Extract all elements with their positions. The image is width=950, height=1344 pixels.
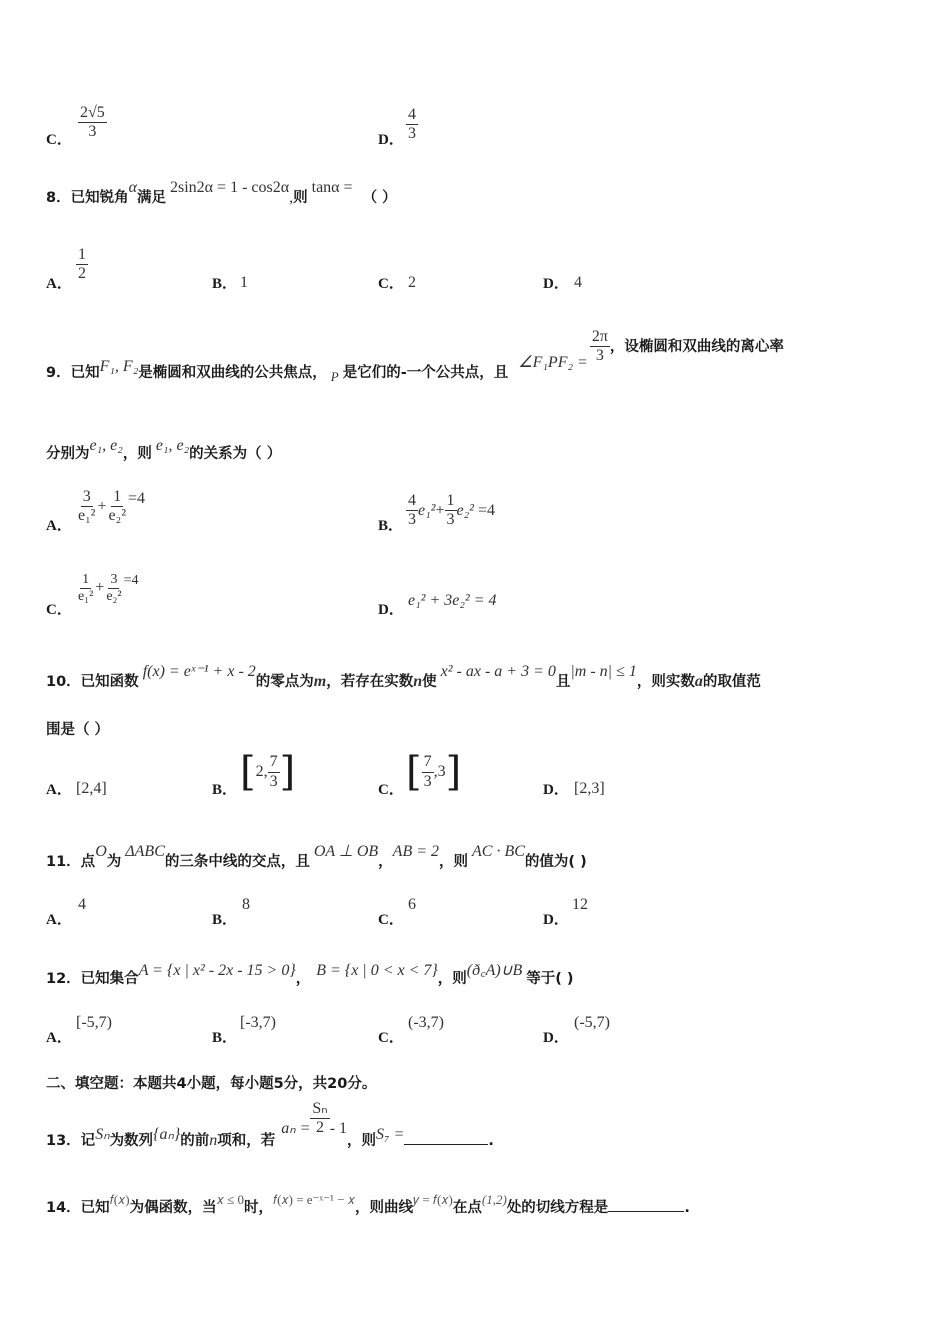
q8-target: tanα = <box>311 179 353 196</box>
q8-then: 则 <box>293 190 308 206</box>
q12-prefix: 12．已知集合 <box>46 971 139 987</box>
q10-option-d-label: D． <box>543 782 569 798</box>
q8-stem <box>46 179 397 207</box>
q8-alpha: α <box>128 179 137 196</box>
q9-b-plus: + <box>435 501 445 519</box>
q9-a-n2: 1 <box>111 488 123 507</box>
q14-def: 𝑓(𝑥) = e⁻ˣ⁻¹ − 𝑥 <box>273 1192 356 1207</box>
q7-option-c-value <box>78 104 107 142</box>
q9-option-a-value <box>76 488 145 526</box>
q10-text4: ，则实数 <box>636 674 695 690</box>
q9-c-d1: e₁² <box>78 589 94 605</box>
q11-o: O <box>95 843 107 860</box>
q14-point: (1,2) <box>481 1192 507 1207</box>
q9-prefix: 9．已知 <box>46 364 100 381</box>
q9-c-n1: 1 <box>80 572 91 589</box>
q10-and: 且 <box>555 674 571 690</box>
q11-ab: AB = 2 <box>392 843 440 860</box>
q14-answer-blank[interactable] <box>608 1197 684 1212</box>
q10-option-b-label: B． <box>212 782 238 798</box>
q13-answer-blank[interactable] <box>404 1130 488 1145</box>
q9-c-rhs: =4 <box>123 573 139 589</box>
q13-minus: - 1 <box>329 1119 348 1137</box>
q9-p: P <box>330 368 339 384</box>
q12-text2: 等于( ) <box>526 971 574 987</box>
q8-option-d-label: D． <box>543 276 569 292</box>
q8-a-denominator: 2 <box>78 265 86 283</box>
q9-text1: 是椭圆和双曲线的公共焦点， <box>138 364 327 381</box>
q8-condition: 2sin2α = 1 - cos2α <box>170 179 290 196</box>
q10-c-den: 3 <box>423 772 432 790</box>
q14-prefix: 14．已知 <box>46 1200 110 1216</box>
q12-set-b: B = {x | 0 < x < 7} <box>316 962 438 979</box>
q13-text4: ，则 <box>347 1132 377 1149</box>
q9-option-b-label: B． <box>378 518 404 534</box>
q13-end: . <box>488 1132 494 1149</box>
q9-option-c-value <box>76 572 139 605</box>
q12-expr: (ð꜀A)∪B <box>466 962 523 979</box>
q8-option-a-value <box>76 246 88 284</box>
q14-text3: ，则曲线 <box>355 1200 414 1216</box>
q9-option-d-label: D． <box>378 602 404 618</box>
q10-c-right: ,3 <box>433 763 446 780</box>
q10-stem-line2: 围是（ ） <box>46 722 110 738</box>
q11-option-b-value: 8 <box>242 896 250 913</box>
q10-text3: 使 <box>422 674 437 690</box>
q10-stem-line1 <box>46 660 761 690</box>
q9-text3: ，设椭圆和双曲线的离心率 <box>609 338 784 355</box>
q14-stem <box>46 1188 690 1216</box>
q10-text5: 的取值范 <box>702 674 761 690</box>
q10-eq: x² - ax - a + 3 = 0 <box>440 663 556 680</box>
q10-b-num: 7 <box>268 753 280 772</box>
q12-option-a-label: A． <box>46 1030 72 1046</box>
q10-a: a <box>694 673 703 690</box>
q9-c-plus: + <box>95 579 105 597</box>
q10-option-c-label: C． <box>378 782 404 798</box>
q11-text3: ，则 <box>439 854 469 870</box>
q8-tail: （ ） <box>362 190 397 206</box>
q8-mid: 满足 <box>137 190 166 206</box>
q9-b-n2: 1 <box>445 492 457 511</box>
q9-option-a-label: A． <box>46 518 72 534</box>
q9-b-rhs: =4 <box>477 501 495 519</box>
q10-option-d-value: [2,3] <box>574 780 605 797</box>
q7-option-d-value <box>406 106 418 144</box>
q13-an: aₙ = <box>281 1119 311 1137</box>
q11-perp: OA ⊥ OB <box>313 843 379 860</box>
q10-text1: 的零点为 <box>255 674 314 690</box>
q13-frac-num: Sₙ <box>310 1100 329 1119</box>
q10-b-den: 3 <box>269 772 278 790</box>
q11-dot: AC · BC <box>472 843 525 860</box>
q9-line2-mid: ，则 <box>122 446 152 462</box>
q9-angle-den: 3 <box>595 347 604 365</box>
q10-b-left: 2, <box>255 763 268 780</box>
q9-foci: F₁, F₂ <box>99 357 139 375</box>
q11-text2: 的三条中线的交点，且 <box>164 854 310 870</box>
q9-line2-prefix: 分别为 <box>46 446 90 462</box>
q10-m: m <box>313 673 327 690</box>
q12-option-b-label: B． <box>212 1030 238 1046</box>
q10-prefix: 10．已知函数 <box>46 674 139 690</box>
q10-option-a-value: [2,4] <box>76 780 107 797</box>
q12-comma: ， <box>295 971 311 987</box>
q13-text3: 项和，若 <box>217 1132 276 1149</box>
q9-a-d1: e₁² <box>78 507 96 525</box>
q13-sn: Sₙ <box>95 1125 110 1143</box>
q14-cond: 𝑥 ≤ 0 <box>216 1192 245 1207</box>
q9-option-c-label: C． <box>46 602 72 618</box>
q9-text2: 是它们的-一个公共点，且 <box>342 364 509 381</box>
q7-d-denominator: 3 <box>408 125 416 143</box>
q10-option-c-value: [ $\frac{7}{3}$ ,3] <box>406 749 462 795</box>
q12-stem <box>46 958 574 987</box>
q8-option-d-value: 4 <box>574 274 582 291</box>
q9-e-pair-1: e₁, e₂ <box>89 437 123 454</box>
q14-text2: 时， <box>244 1200 274 1216</box>
q10-option-b-value: [2, $\frac{7}{3}$ ] <box>240 749 296 795</box>
q13-text2: 的前 <box>180 1132 210 1149</box>
q8-a-numerator: 1 <box>76 246 88 265</box>
q7-option-d-label: D． <box>378 132 404 148</box>
q9-angle-num: 2π <box>590 328 610 347</box>
q8-option-b-value: 1 <box>240 274 248 291</box>
q11-option-c-value: 6 <box>408 896 416 913</box>
q12-option-a-value: [-5,7) <box>76 1014 112 1031</box>
q10-n: n <box>413 673 423 690</box>
q10-func: f(x) = eˣ⁻¹ + x - 2 <box>142 663 256 680</box>
q7-option-c-label: C． <box>46 132 72 148</box>
q9-line2-tail: 的关系为（ ） <box>189 446 282 462</box>
q7-d-numerator: 4 <box>406 106 418 125</box>
q9-b-t1: e₁² <box>418 501 436 519</box>
q14-text1: 为偶函数，当 <box>129 1200 217 1216</box>
q8-prefix: 8．已知锐角 <box>46 190 129 206</box>
q13-prefix: 13．记 <box>46 1132 96 1149</box>
q11-option-b-label: B． <box>212 912 238 928</box>
q9-b-n1: 4 <box>406 492 418 511</box>
q8-comma: , <box>289 189 294 206</box>
q9-e-pair-2: e₁, e₂ <box>155 437 190 454</box>
q11-option-d-label: D． <box>543 912 569 928</box>
q13-frac-den: 2 <box>316 1119 325 1137</box>
q12-set-a: A = {x | x² - 2x - 15 > 0} <box>138 962 296 979</box>
q13-an-set: {aₙ} <box>153 1125 181 1143</box>
q10-c-num: 7 <box>422 753 434 772</box>
q9-stem-line2 <box>46 434 282 462</box>
q8-option-a-label: A． <box>46 276 72 292</box>
q12-option-c-value: (-3,7) <box>408 1014 444 1031</box>
q9-option-d-value: e₁² + 3e₂² = 4 <box>408 592 497 609</box>
q13-text1: 为数列 <box>109 1132 154 1149</box>
q9-a-rhs: =4 <box>128 489 146 507</box>
q12-option-c-label: C． <box>378 1030 404 1046</box>
q13-n: n <box>209 1131 218 1149</box>
q14-text5: 处的切线方程是 <box>506 1200 609 1216</box>
q11-comma: ， <box>378 854 393 870</box>
q11-text4: 的值为( ) <box>524 854 587 870</box>
q14-fx: 𝑓(𝑥) <box>109 1192 130 1207</box>
q11-option-c-label: C． <box>378 912 404 928</box>
q11-option-d-value: 12 <box>572 896 588 913</box>
q7-c-denominator: 3 <box>88 123 97 141</box>
q12-option-d-value: (-5,7) <box>574 1014 610 1031</box>
q14-curve: 𝑦 = 𝑓(𝑥) <box>413 1192 453 1207</box>
q9-b-d2: 3 <box>446 511 455 529</box>
q12-option-d-label: D． <box>543 1030 569 1046</box>
q14-text4: 在点 <box>452 1200 482 1216</box>
q9-c-d2: e₂² <box>106 589 122 605</box>
q11-text1: 为 <box>106 854 122 870</box>
q8-option-b-label: B． <box>212 276 238 292</box>
section-heading-fill-in: 二、填空题：本题共4小题，每小题5分，共20分。 <box>46 1076 377 1092</box>
q9-stem-line1 <box>46 328 784 384</box>
q8-option-c-value: 2 <box>408 274 416 291</box>
q13-stem <box>46 1100 494 1149</box>
q12-option-b-value: [-3,7) <box>240 1014 276 1031</box>
q10-text2: ，若存在实数 <box>326 674 414 690</box>
q9-b-d1: 3 <box>408 511 416 529</box>
q13-s7: S₇ = <box>376 1125 405 1143</box>
q9-a-plus: + <box>97 497 107 515</box>
q9-a-d2: e₂² <box>108 507 126 525</box>
q11-tri: ΔABC <box>125 843 165 860</box>
q11-option-a-value: 4 <box>78 896 86 913</box>
q11-prefix: 11．点 <box>46 854 96 870</box>
q10-option-a-label: A． <box>46 782 72 798</box>
q11-stem <box>46 840 587 870</box>
q11-option-a-label: A． <box>46 912 72 928</box>
q8-option-c-label: C． <box>378 276 404 292</box>
q9-b-t2: e₂² <box>456 501 474 519</box>
q9-c-n2: 3 <box>108 572 119 589</box>
q12-text1: ，则 <box>437 971 467 987</box>
q9-option-b-value <box>406 492 495 530</box>
q9-angle: ∠F₁PF₂ = <box>518 353 588 371</box>
q10-ineq: |m - n| ≤ 1 <box>570 663 637 680</box>
q9-a-n1: 3 <box>81 488 93 507</box>
q7-c-numerator: 2√5 <box>78 104 107 123</box>
q14-end: . <box>684 1200 690 1216</box>
